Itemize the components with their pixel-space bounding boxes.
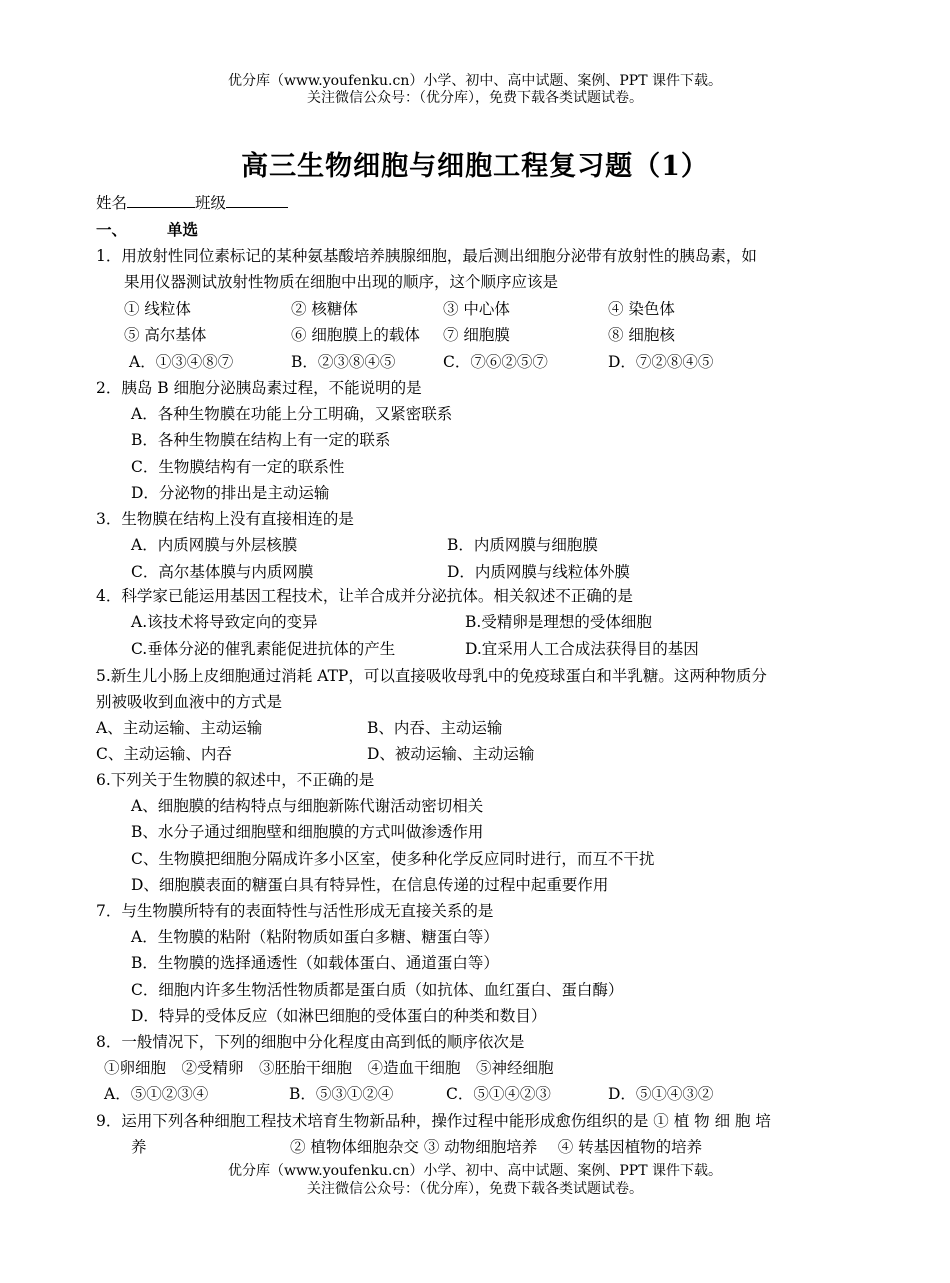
name-blank [127,193,195,208]
q2-option-d: D．分泌物的排出是主动运输 [131,484,330,502]
q8-option-c: C．⑤①④②③ [446,1085,551,1103]
q5-option-b: B、内吞、主动运输 [367,719,503,737]
q4-option-b: B.受精卵是理想的受体细胞 [465,613,652,631]
q1-item-8: ⑧ 细胞核 [608,326,675,344]
q4-option-c: C.垂体分泌的催乳素能促进抗体的产生 [131,640,396,658]
q8-option-d: D．⑤①④③② [608,1085,714,1103]
student-info [96,193,288,213]
section-number: 一、 [96,220,128,239]
header-line-1: 优分库（www.youfenku.cn）小学、初中、高中试题、案例、PPT 课件下载。 [227,73,722,89]
q2-option-c: C．生物膜结构有一定的联系性 [131,458,345,476]
q7-stem: 7．与生物膜所特有的表面特性与活性形成无直接关系的是 [96,902,494,920]
page-title: 高三生物细胞与细胞工程复习题（1） [241,151,709,182]
q6-option-a: A、细胞膜的结构特点与细胞新陈代谢活动密切相关 [131,797,484,815]
q8-option-b: B．⑤③①②④ [289,1085,394,1103]
footer-line-1: 优分库（www.youfenku.cn）小学、初中、高中试题、案例、PPT 课件下载。 [227,1163,722,1179]
q1-item-3: ③ 中心体 [443,300,510,318]
q5-option-a: A、主动运输、主动运输 [96,719,263,737]
class-label: 班级 [195,194,227,212]
header-line-2: 关注微信公众号：（优分库），免费下载各类试题试卷。 [307,90,643,106]
q5-stem-line-1: 5.新生儿小肠上皮细胞通过消耗 ATP，可以直接吸收母乳中的免疫球蛋白和半乳糖。这两种物质分 [96,667,767,685]
q9-stem-line-2a: 养 [131,1138,147,1156]
q6-stem: 6.下列关于生物膜的叙述中，不正确的是 [96,771,375,789]
q7-option-d: D．特异的受体反应（如淋巴细胞的受体蛋白的种类和数目） [131,1007,547,1025]
q4-option-d: D.宜采用人工合成法获得目的基因 [465,640,699,658]
q3-option-b: B．内质网膜与细胞膜 [447,536,598,554]
q1-option-d: D．⑦②⑧④⑤ [608,353,714,371]
q2-option-a: A．各种生物膜在功能上分工明确，又紧密联系 [131,405,453,423]
section-label: 单选 [167,220,199,239]
q1-item-5: ⑤ 高尔基体 [124,326,207,344]
q1-item-6: ⑥ 细胞膜上的载体 [291,326,420,344]
section-heading [96,220,198,240]
q4-option-a: A.该技术将导致定向的变异 [131,613,318,631]
q5-option-c: C、主动运输、内吞 [96,745,232,763]
q7-option-b: B．生物膜的选择通透性（如载体蛋白、通道蛋白等） [131,954,499,972]
q6-option-c: C、生物膜把细胞分隔成许多小区室，使多种化学反应同时进行，而互不干扰 [131,850,655,868]
q1-stem-line-2: 果用仪器测试放射性物质在细胞中出现的顺序，这个顺序应该是 [124,273,559,291]
q5-option-d: D、被动运输、主动运输 [367,745,535,763]
q3-option-d: D．内质网膜与线粒体外膜 [447,563,630,581]
q3-option-a: A．内质网膜与外层核膜 [131,536,298,554]
q6-option-d: D、细胞膜表面的糖蛋白具有特异性，在信息传递的过程中起重要作用 [131,876,609,894]
q4-stem: 4．科学家已能运用基因工程技术，让羊合成并分泌抗体。相关叙述不正确的是 [96,587,633,605]
q1-stem-line-1: 1．用放射性同位素标记的某种氨基酸培养胰腺细胞，最后测出细胞分泌带有放射性的胰岛素，如 [96,247,757,265]
q1-option-b: B．②③⑧④⑤ [291,353,396,371]
q2-stem: 2．胰岛 B 细胞分泌胰岛素过程，不能说明的是 [96,379,422,397]
q9-stem-line-1: 9．运用下列各种细胞工程技术培育生物新品种，操作过程中能形成愈伤组织的是 ① 植 物 细 胞 培 [96,1112,771,1130]
q7-option-a: A．生物膜的粘附（粘附物质如蛋白多糖、糖蛋白等） [131,928,499,946]
q3-stem: 3．生物膜在结构上没有直接相连的是 [96,510,354,528]
q1-option-c: C．⑦⑥②⑤⑦ [443,353,548,371]
footer-line-2: 关注微信公众号：（优分库），免费下载各类试题试卷。 [307,1181,643,1197]
q1-item-4: ④ 染色体 [608,300,675,318]
name-label: 姓名 [96,194,128,212]
q2-option-b: B．各种生物膜在结构上有一定的联系 [131,431,391,449]
q1-item-2: ② 核糖体 [291,300,358,318]
q8-option-a: A．⑤①②③④ [104,1085,209,1103]
q1-option-a: A．①③④⑧⑦ [129,353,234,371]
q9-stem-line-2b: ② 植物体细胞杂交 ③ 动物细胞培养 ④ 转基因植物的培养 [290,1138,703,1156]
q7-option-c: C．细胞内许多生物活性物质都是蛋白质（如抗体、血红蛋白、蛋白酶） [131,981,624,999]
q5-stem-line-2: 别被吸收到血液中的方式是 [96,693,283,711]
q1-item-1: ① 线粒体 [124,300,191,318]
q1-item-7: ⑦ 细胞膜 [443,326,510,344]
q8-items: ①卵细胞 ②受精卵 ③胚胎干细胞 ④造血干细胞 ⑤神经细胞 [104,1059,554,1077]
q6-option-b: B、水分子通过细胞壁和细胞膜的方式叫做渗透作用 [131,823,484,841]
q8-stem: 8．一般情况下，下列的细胞中分化程度由高到低的顺序依次是 [96,1033,525,1051]
class-blank [226,193,288,208]
q3-option-c: C．高尔基体膜与内质网膜 [131,563,314,581]
